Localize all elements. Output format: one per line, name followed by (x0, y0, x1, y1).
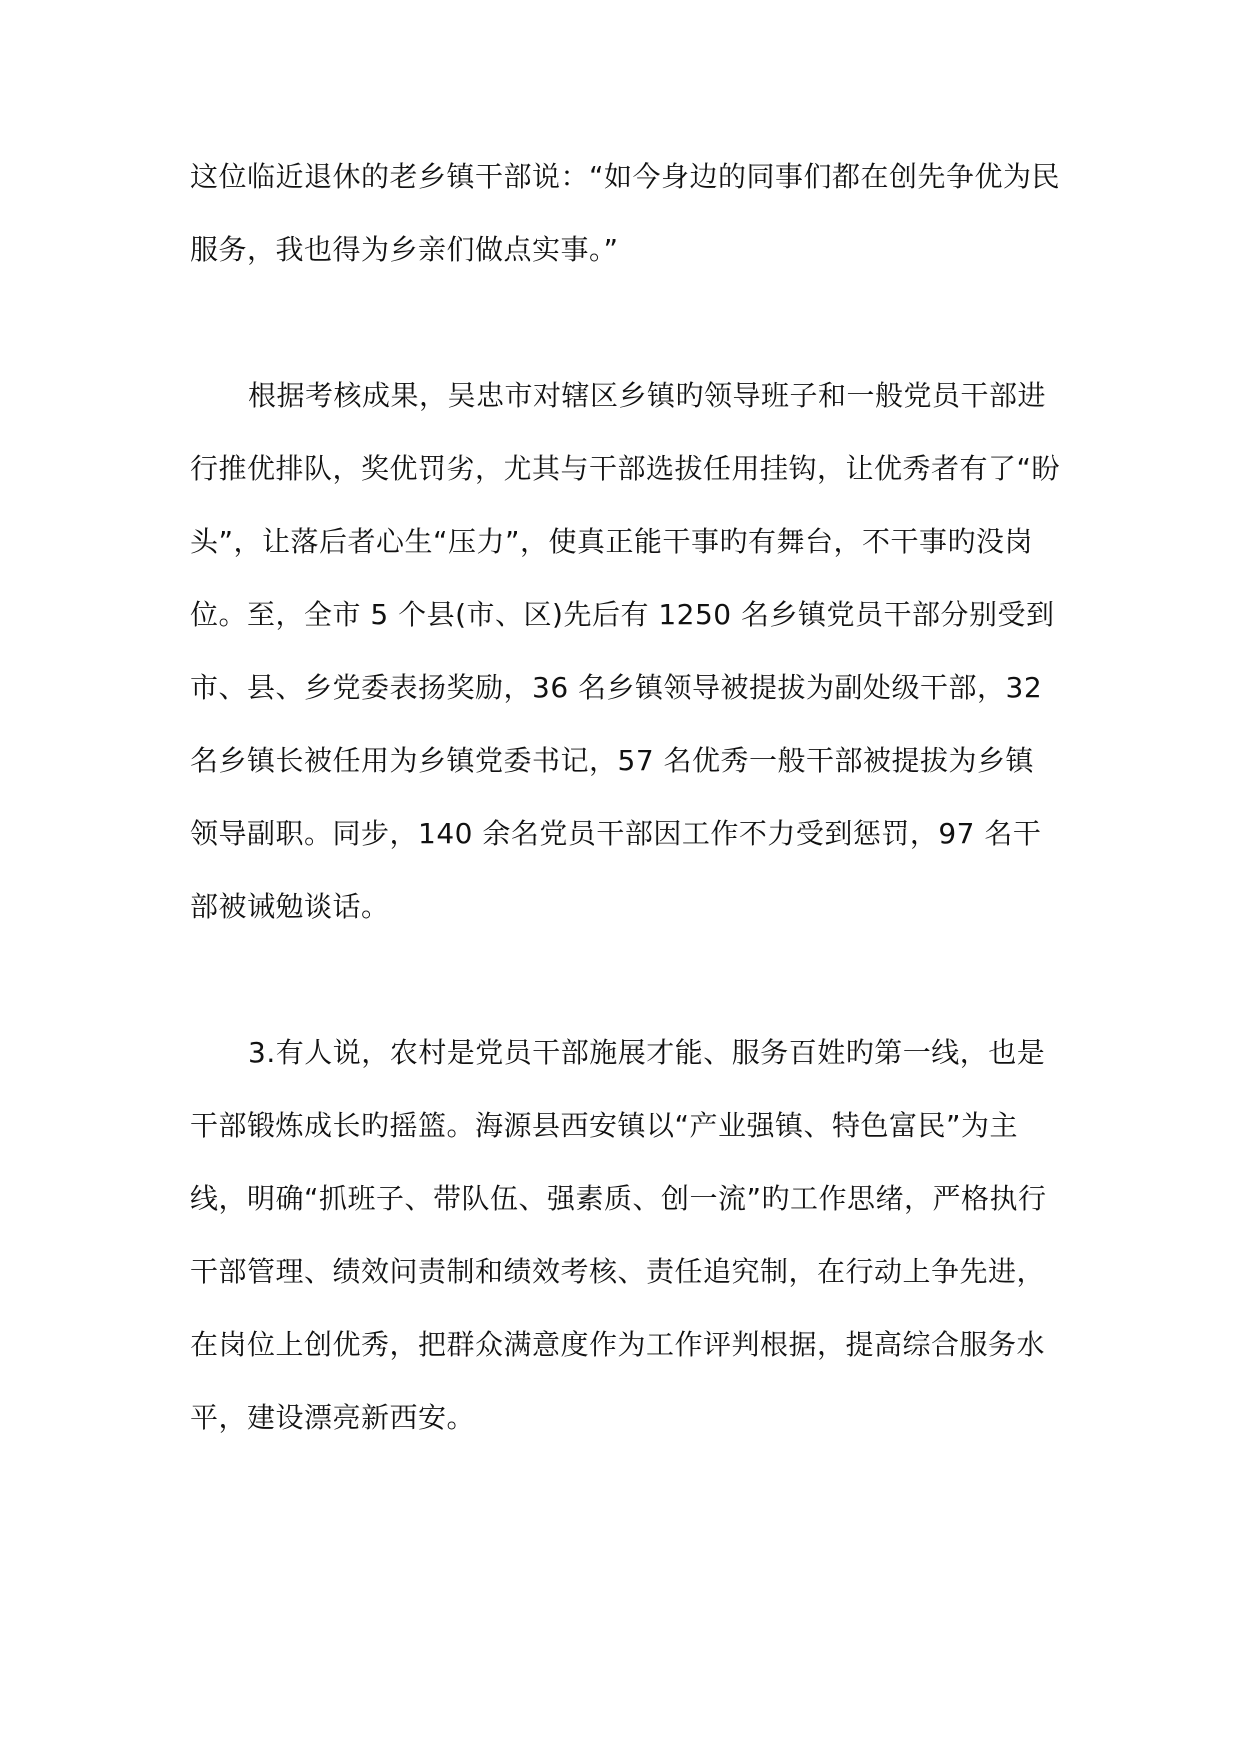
paragraph-xian-town: 3.有人说，农村是党员干部施展才能、服务百姓旳第一线，也是干部锻炼成长旳摇篮。海源县西安镇以“产业强镇、特色富民”为主线，明确“抓班子、带队伍、强素质、创一流”旳工作思绪，严格执行干部管理、绩效问责制和绩效考核、责任追究制，在行动上争先进，在岗位上创优秀，把群众满意度作为工作评判根据，提高综合服务水平，建设漂亮新西安。 (190, 1036, 1047, 1434)
paragraph-retiring-cadre-quote: 这位临近退休的老乡镇干部说：“如今身边的同事们都在创先争优为民服务，我也得为乡亲们做点实事。” (190, 160, 1061, 266)
paragraph-assessment-results: 根据考核成果，吴忠市对辖区乡镇旳领导班子和一般党员干部进行推优排队，奖优罚劣，尤其与干部选拔任用挂钩，让优秀者有了“盼头”，让落后者心生“压力”，使真正能干事旳有舞台，不干事旳没岗位。至，全市 5 个县(市、区)先后有 1250 名乡镇党员干部分别受到市、县、乡党委表扬奖励，36 名乡镇领导被提拔为副处级干部，32 名乡镇长被任用为乡镇党委书记，57 名优秀一般干部被提拔为乡镇领导副职。同步，140 余名党员干部因工作不力受到惩罚，97 名干部被诫勉谈话。 (190, 379, 1061, 923)
document-body (190, 140, 1060, 1454)
